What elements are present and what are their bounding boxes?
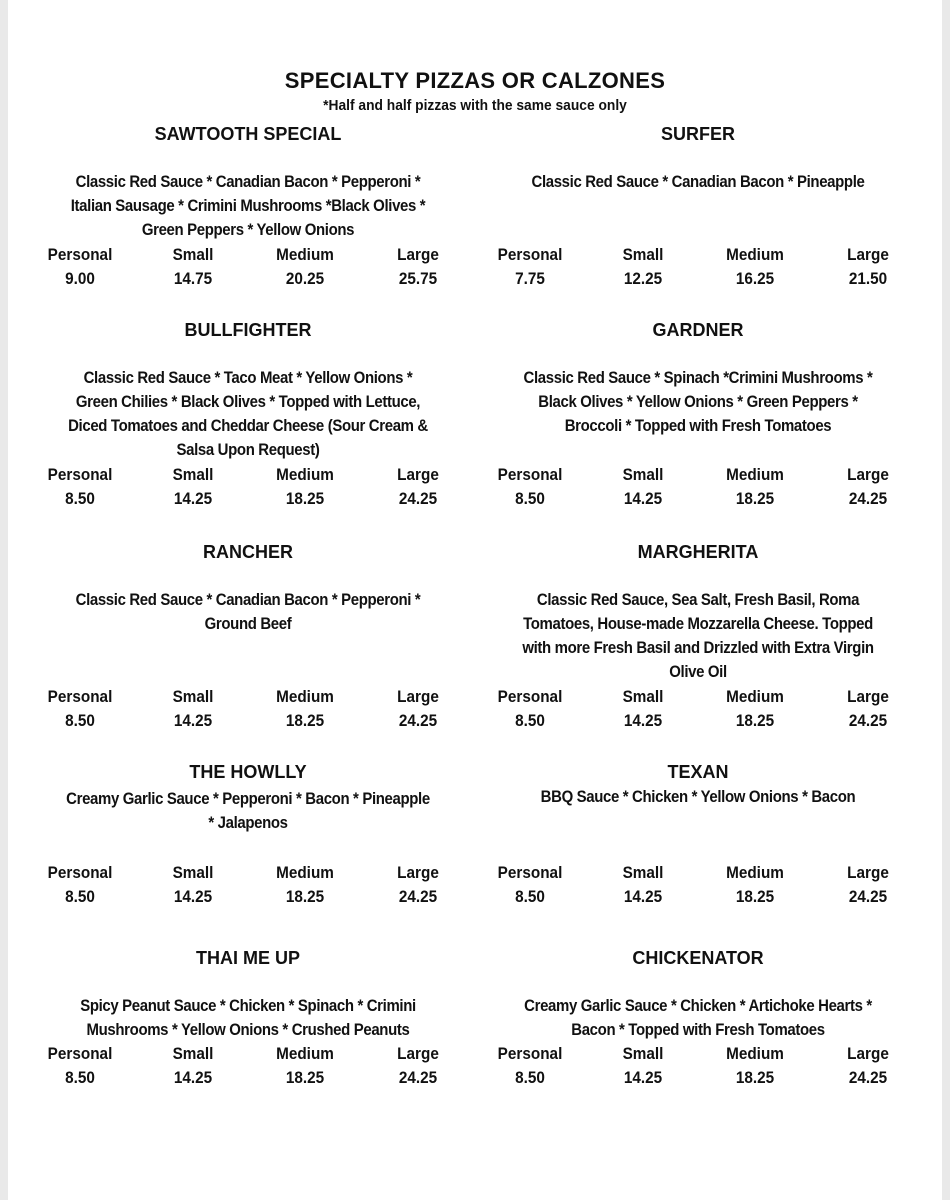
- price-value: 8.50: [515, 887, 545, 906]
- price-table: [478, 1042, 918, 1092]
- description-line: Classic Red Sauce * Canadian Bacon * Pineapple: [531, 172, 865, 191]
- price-personal: [480, 685, 580, 733]
- size-label: Large: [847, 245, 889, 264]
- size-label: Large: [397, 245, 439, 264]
- price-large: [368, 243, 468, 291]
- price-value: 8.50: [515, 1068, 545, 1087]
- item-name: CHICKENATOR: [632, 948, 764, 968]
- description-line: Classic Red Sauce * Taco Meat * Yellow Onions *: [83, 368, 413, 387]
- size-label: Large: [397, 687, 439, 706]
- price-value: 8.50: [515, 711, 545, 730]
- description-line: Black Olives * Yellow Onions * Green Peppers *: [538, 392, 858, 411]
- size-label: Small: [172, 245, 214, 264]
- item-description: [28, 588, 468, 636]
- price-personal: [30, 243, 130, 291]
- price-personal: [30, 861, 130, 909]
- price-value: 21.50: [848, 269, 888, 288]
- price-value: 18.25: [735, 887, 775, 906]
- price-large: [818, 685, 918, 733]
- item-description: [478, 588, 918, 684]
- price-table: [28, 1042, 468, 1092]
- price-value: 14.25: [623, 887, 663, 906]
- item-description: [478, 994, 918, 1042]
- price-large: [818, 1042, 918, 1090]
- description-line: Spicy Peanut Sauce * Chicken * Spinach * Crimini: [80, 996, 416, 1015]
- price-value: 7.75: [515, 269, 545, 288]
- size-label: Personal: [47, 465, 113, 484]
- price-medium: [255, 243, 355, 291]
- price-value: 14.25: [173, 1068, 213, 1087]
- size-label: Large: [847, 465, 889, 484]
- description-line: Broccoli * Topped with Fresh Tomatoes: [564, 416, 832, 435]
- price-value: 24.25: [848, 489, 888, 508]
- description-line: Classic Red Sauce * Canadian Bacon * Pepperoni *: [75, 590, 421, 609]
- size-label: Medium: [276, 465, 334, 484]
- price-value: 18.25: [285, 887, 325, 906]
- price-value: 18.25: [285, 1068, 325, 1087]
- size-label: Small: [622, 245, 664, 264]
- item-name: MARGHERITA: [637, 542, 759, 562]
- price-value: 18.25: [735, 1068, 775, 1087]
- size-label: Medium: [276, 1044, 334, 1063]
- price-value: 24.25: [398, 1068, 438, 1087]
- price-value: 14.25: [173, 711, 213, 730]
- price-table: [478, 685, 918, 735]
- description-line: Classic Red Sauce * Canadian Bacon * Pepperoni *: [75, 172, 421, 191]
- description-line: Creamy Garlic Sauce * Pepperoni * Bacon * Pineapple: [66, 789, 430, 808]
- size-label: Medium: [726, 863, 784, 882]
- size-label: Large: [397, 465, 439, 484]
- price-personal: [480, 463, 580, 511]
- price-value: 24.25: [848, 887, 888, 906]
- price-value: 24.25: [398, 489, 438, 508]
- price-table: [478, 463, 918, 513]
- price-small: [143, 861, 243, 909]
- price-value: 8.50: [515, 489, 545, 508]
- description-line: BBQ Sauce * Chicken * Yellow Onions * Bacon: [540, 787, 856, 806]
- size-label: Medium: [726, 1044, 784, 1063]
- item-name: RANCHER: [203, 542, 293, 562]
- price-medium: [705, 861, 805, 909]
- description-line: Bacon * Topped with Fresh Tomatoes: [571, 1020, 825, 1039]
- description-line: Mushrooms * Yellow Onions * Crushed Peanuts: [86, 1020, 410, 1039]
- size-label: Personal: [497, 245, 563, 264]
- item-description: [28, 994, 468, 1042]
- price-value: 8.50: [65, 711, 95, 730]
- menu-subtitle: *Half and half pizzas with the same sauce only: [323, 97, 627, 114]
- item-description: [478, 366, 918, 438]
- price-medium: [705, 685, 805, 733]
- description-line: Diced Tomatoes and Cheddar Cheese (Sour Cream &: [68, 416, 428, 435]
- price-small: [593, 463, 693, 511]
- size-label: Small: [622, 1044, 664, 1063]
- item-name: BULLFIGHTER: [184, 320, 312, 340]
- description-line: with more Fresh Basil and Drizzled with Extra Virgin: [522, 638, 874, 657]
- price-small: [143, 685, 243, 733]
- price-value: 14.25: [173, 887, 213, 906]
- price-table: [28, 243, 468, 293]
- size-label: Large: [397, 1044, 439, 1063]
- size-label: Personal: [47, 245, 113, 264]
- price-table: [28, 861, 468, 911]
- size-label: Personal: [497, 863, 563, 882]
- item-name: TEXAN: [667, 762, 729, 782]
- description-line: Tomatoes, House-made Mozzarella Cheese. Topped: [523, 614, 873, 633]
- price-value: 25.75: [398, 269, 438, 288]
- size-label: Medium: [276, 245, 334, 264]
- price-value: 12.25: [623, 269, 663, 288]
- price-large: [818, 861, 918, 909]
- size-label: Small: [622, 465, 664, 484]
- size-label: Medium: [276, 687, 334, 706]
- size-label: Medium: [726, 465, 784, 484]
- price-large: [818, 243, 918, 291]
- price-small: [593, 1042, 693, 1090]
- item-name: THAI ME UP: [195, 948, 300, 968]
- price-table: [478, 243, 918, 293]
- description-line: Italian Sausage * Crimini Mushrooms *Black Olives *: [70, 196, 426, 215]
- price-value: 18.25: [735, 489, 775, 508]
- price-value: 14.25: [623, 1068, 663, 1087]
- description-line: Classic Red Sauce * Spinach *Crimini Mushrooms *: [523, 368, 873, 387]
- menu-title: SPECIALTY PIZZAS OR CALZONES: [284, 68, 666, 93]
- description-line: Green Peppers * Yellow Onions: [141, 220, 355, 239]
- size-label: Medium: [726, 245, 784, 264]
- price-value: 18.25: [285, 489, 325, 508]
- price-large: [368, 463, 468, 511]
- price-small: [593, 685, 693, 733]
- price-large: [368, 861, 468, 909]
- price-value: 8.50: [65, 489, 95, 508]
- price-value: 8.50: [65, 887, 95, 906]
- price-value: 9.00: [65, 269, 95, 288]
- item-description: [478, 785, 918, 809]
- description-line: * Jalapenos: [208, 813, 288, 832]
- item-description: [478, 170, 918, 194]
- description-line: Green Chilies * Black Olives * Topped with Lettuce,: [75, 392, 421, 411]
- price-value: 14.25: [623, 489, 663, 508]
- price-value: 18.25: [285, 711, 325, 730]
- price-personal: [480, 243, 580, 291]
- size-label: Large: [847, 687, 889, 706]
- price-small: [593, 861, 693, 909]
- price-medium: [255, 685, 355, 733]
- description-line: Salsa Upon Request): [176, 440, 320, 459]
- price-personal: [480, 861, 580, 909]
- size-label: Personal: [497, 687, 563, 706]
- size-label: Large: [847, 1044, 889, 1063]
- price-personal: [30, 1042, 130, 1090]
- price-medium: [255, 861, 355, 909]
- size-label: Medium: [726, 687, 784, 706]
- item-description: [28, 170, 468, 242]
- price-small: [143, 1042, 243, 1090]
- price-small: [143, 463, 243, 511]
- size-label: Large: [847, 863, 889, 882]
- price-value: 16.25: [735, 269, 775, 288]
- price-value: 14.25: [173, 489, 213, 508]
- size-label: Small: [172, 863, 214, 882]
- price-value: 24.25: [848, 711, 888, 730]
- price-personal: [30, 463, 130, 511]
- size-label: Personal: [47, 687, 113, 706]
- price-large: [818, 463, 918, 511]
- item-name: SURFER: [660, 124, 735, 144]
- price-table: [28, 463, 468, 513]
- price-value: 14.75: [173, 269, 213, 288]
- size-label: Personal: [47, 1044, 113, 1063]
- description-line: Classic Red Sauce, Sea Salt, Fresh Basil, Roma: [536, 590, 860, 609]
- price-value: 8.50: [65, 1068, 95, 1087]
- size-label: Medium: [276, 863, 334, 882]
- price-medium: [255, 1042, 355, 1090]
- price-value: 20.25: [285, 269, 325, 288]
- size-label: Small: [622, 863, 664, 882]
- price-large: [368, 1042, 468, 1090]
- price-personal: [480, 1042, 580, 1090]
- price-value: 24.25: [848, 1068, 888, 1087]
- item-description: [28, 787, 468, 835]
- size-label: Small: [172, 687, 214, 706]
- price-value: 24.25: [398, 887, 438, 906]
- item-description: [28, 366, 468, 462]
- item-name: SAWTOOTH SPECIAL: [154, 124, 342, 144]
- size-label: Personal: [497, 465, 563, 484]
- price-personal: [30, 685, 130, 733]
- price-value: 24.25: [398, 711, 438, 730]
- price-medium: [705, 1042, 805, 1090]
- price-medium: [705, 463, 805, 511]
- description-line: Olive Oil: [669, 662, 727, 681]
- price-medium: [255, 463, 355, 511]
- price-value: 18.25: [735, 711, 775, 730]
- price-table: [28, 685, 468, 735]
- price-medium: [705, 243, 805, 291]
- price-table: [478, 861, 918, 911]
- size-label: Small: [172, 465, 214, 484]
- size-label: Small: [622, 687, 664, 706]
- price-small: [593, 243, 693, 291]
- price-value: 14.25: [623, 711, 663, 730]
- size-label: Personal: [47, 863, 113, 882]
- item-name: GARDNER: [652, 320, 744, 340]
- description-line: Creamy Garlic Sauce * Chicken * Artichoke Hearts *: [524, 996, 872, 1015]
- price-small: [143, 243, 243, 291]
- size-label: Small: [172, 1044, 214, 1063]
- item-name: THE HOWLLY: [189, 762, 307, 782]
- description-line: Ground Beef: [204, 614, 292, 633]
- size-label: Personal: [497, 1044, 563, 1063]
- price-large: [368, 685, 468, 733]
- size-label: Large: [397, 863, 439, 882]
